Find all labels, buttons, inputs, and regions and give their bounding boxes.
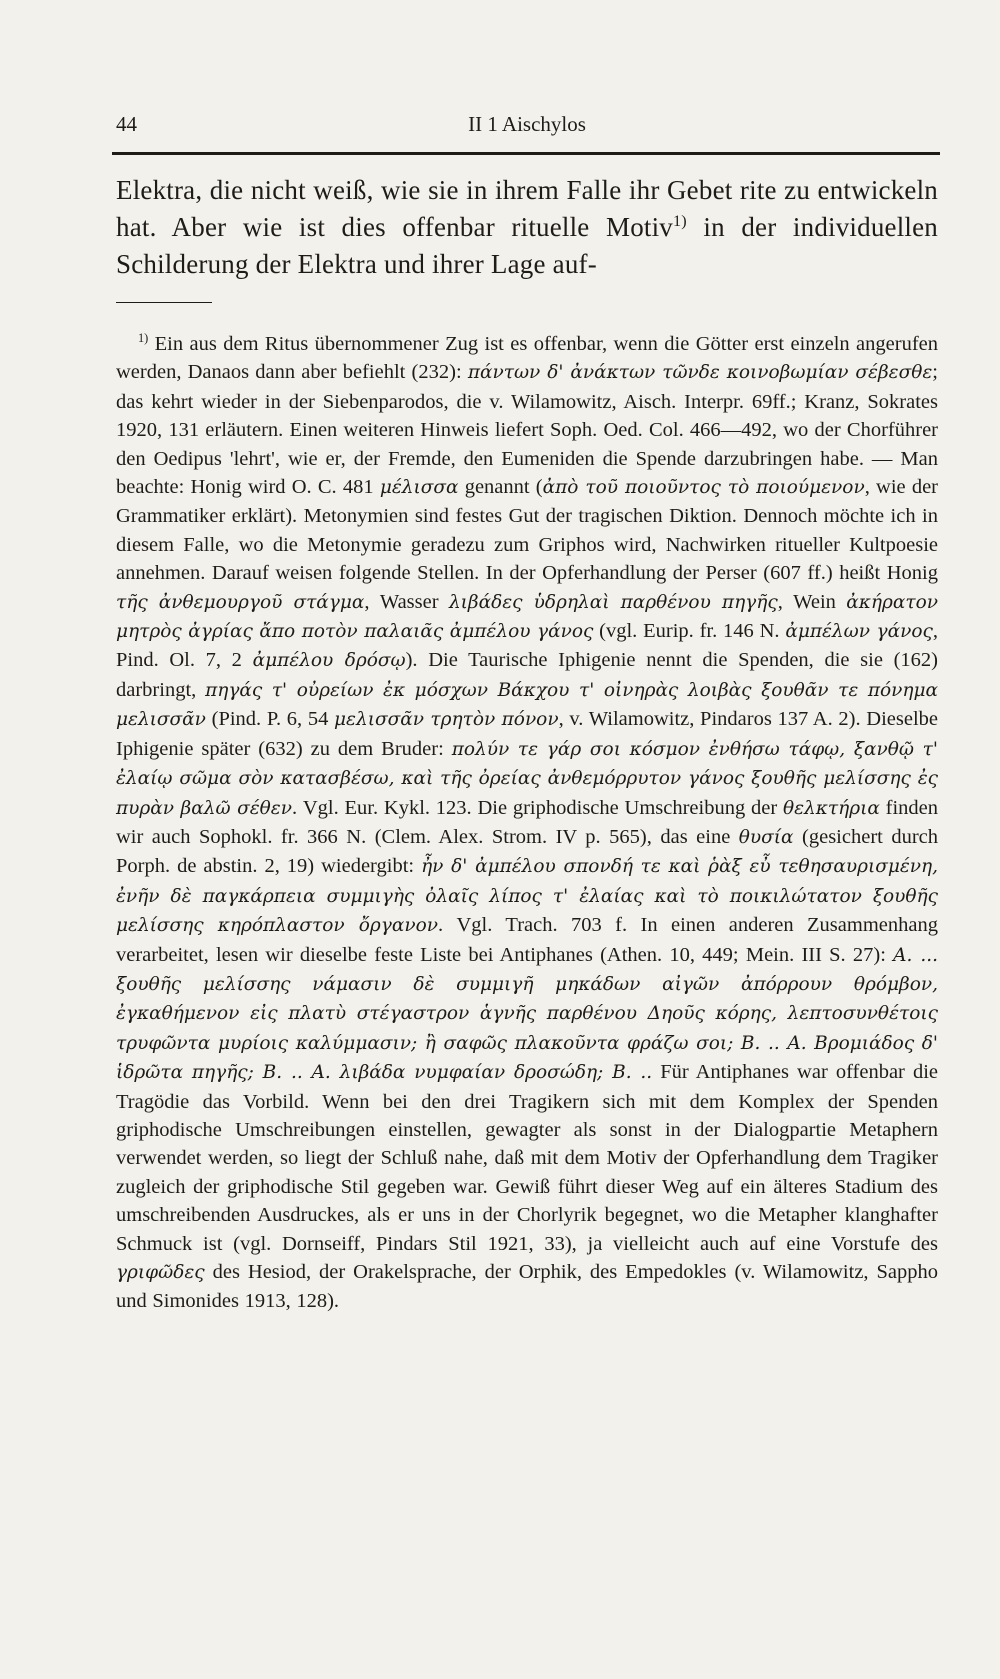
- body-paragraph: [116, 172, 938, 283]
- greek-quotation: ἀμπέλου δρόσῳ: [252, 650, 406, 672]
- footnote-text: finden wir auch Sophokl. fr. 366 N. (Clem. Alex. Strom. IV p. 565), das eine: [116, 796, 938, 848]
- footnote-text: (gesichert durch Porph. de abstin. 2, 19) wiedergibt:: [116, 825, 938, 878]
- greek-quotation: πηγάς τ' οὐρείων ἐκ μόσχων Βάκχου τ' οἰνηρὰς λοιβὰς ξουθᾶν τε πόνημα μελισσᾶν: [116, 679, 938, 731]
- body-paragraph-end: in der individuellen Schilderung der Elektra und ihrer Lage auf-: [116, 212, 938, 279]
- greek-quotation: γριφῶδες: [116, 1262, 205, 1283]
- greek-quotation: ἀπὸ τοῦ ποιοῦντος τὸ ποιούμενον: [542, 477, 865, 499]
- page-header: [116, 108, 938, 142]
- footnote-text: genannt (: [458, 476, 543, 499]
- greek-quotation: πολύν τε γάρ σοι κόσμον ἐνθήσω τάφῳ, ξανθῷ τ' ἐλαίῳ σῶμα σὸν κατασβέσω, καὶ τῆς ὀρείας ἀνθεμόρρυτον γάνος ξουθῆς μελίσσης ἐς πυρὰν βαλῶ σέθεν: [116, 738, 939, 819]
- greek-quotation: θελκτήρια: [782, 797, 880, 819]
- footnote-text: Für Antiphanes war offenbar die Tragödie das Vorbild. Wenn bei den drei Tragikern sich mit dem Komplex der Spenden griphodische Umschreibungen einstellen, gewagter als sonst in der Dialogpartie Metaphern verwendet werden, so liegt der Schluß nahe, daß mit dem Motiv der Opferhandlung dem Tragiker zugleich der griphodische Stil gegeben war. Gewiß führt dieser Weg auf ein älteres Stadium des umschreibenden Ausdruckes, als er uns in der Chorlyrik begegnet, wo die Metapher klanghafter Schmuck ist (vgl. Dornseiff, Pindars Stil 1921, 33), ja vielleicht auch auf eine Vorstufe des: [116, 1061, 938, 1255]
- footnote-text: . Vgl. Eur. Kykl. 123. Die griphodische Umschreibung der: [291, 796, 783, 819]
- greek-quotation: ἀμπέλων γάνος: [785, 621, 933, 643]
- greek-quotation: θυσία: [738, 826, 794, 848]
- running-head: II 1 Aischylos: [468, 112, 586, 136]
- footnote-text: ; das kehrt wieder in der Siebenparodos, die v. Wilamowitz, Aisch. Interpr. 69ff.; Kranz, Sokrates 1920, 131 erläutern. Einen weiteren Hinweis liefert Soph. Oed. Col. 466—492, wo der Chorführer den Oedipus 'lehrt', wie er, der Fremde, den Eumeniden die Spende darzubringen habe. — Man beachte: Honig wird O. C. 481: [116, 361, 938, 499]
- footnote: [116, 330, 938, 1316]
- greek-quotation: πάντων δ' ἀνάκτων τῶνδε κοινοβωμίαν σέβεσθε: [467, 362, 933, 384]
- footnote-reference: 1): [673, 212, 687, 230]
- greek-quotation: λιβάδες ὑδρηλαὶ παρθένου πηγῆς: [448, 591, 778, 613]
- footnote-rule: [116, 302, 212, 303]
- footnote-text: , v. Wilamowitz, Pindaros 137 A. 2). Dieselbe Iphigenie später (632) zu dem Bruder:: [116, 708, 938, 760]
- greek-quotation: τῆς ἀνθεμουργοῦ στάγμα: [116, 591, 365, 613]
- header-rule: [112, 152, 940, 155]
- greek-quotation: ἀκήρατον μητρὸς ἀγρίας ἄπο ποτὸν παλαιᾶς ἀμπέλου γάνος: [116, 591, 938, 643]
- page-number: 44: [116, 112, 137, 136]
- greek-quotation: ἦν δ' ἀμπέλου σπονδή τε καὶ ῥὰξ εὖ τεθησαυρισμένη, ἐνῆν δὲ παγκάρπεια συμμιγὴς ὀλαῖς λίπος τ' ἐλαίας καὶ τὸ ποικιλώτατον ξουθῆς μελίσσης κηρόπλαστον ὄργανον: [116, 856, 938, 937]
- body-paragraph-text: Elektra, die nicht weiß, wie sie in ihrem Falle ihr Gebet rite zu entwickeln hat. Aber wie ist dies offenbar rituelle Motiv: [116, 175, 938, 242]
- footnote-marker: 1): [138, 331, 149, 346]
- footnote-text: , Wasser: [364, 590, 449, 613]
- greek-quotation: μελισσᾶν τρητὸν πόνον: [334, 709, 559, 731]
- greek-quotation: μέλισσα: [379, 477, 459, 499]
- footnote-text: Ein aus dem Ritus übernommener Zug ist es offenbar, wenn die Götter erst einzeln angerufen werden, Danaos dann aber befiehlt (232):: [116, 333, 938, 384]
- footnote-text: . Vgl. Trach. 703 f. In einen anderen Zusammenhang verarbeitet, lesen wir dieselbe feste Liste bei Antiphanes (Athen. 10, 449; Mein. III S. 27):: [116, 914, 938, 966]
- footnote-text: des Hesiod, der Orakelsprache, der Orphik, des Empedokles (v. Wilamowitz, Sappho und Simonides 1913, 128).: [116, 1261, 938, 1313]
- footnote-text: , Pind. Ol. 7, 2: [116, 620, 938, 672]
- footnote-text: , wie der Grammatiker erklärt). Metonymien sind festes Gut der tragischen Diktion. Dennoch möchte ich in diesem Falle, wo die Metonymie geradezu zum Griphos wird, Nachwirken ritueller Kultpoesie annehmen. Darauf weisen folgende Stellen. In der Opferhandlung der Perser (607 ff.) heißt Honig: [116, 476, 938, 585]
- footnote-paragraph: [116, 330, 938, 1316]
- footnote-text: (Pind. P. 6, 54: [205, 708, 335, 731]
- footnote-text: ). Die Taurische Iphigenie nennt die Spenden, die sie (162) darbringt,: [116, 649, 938, 701]
- footnote-text: , Wein: [777, 590, 847, 613]
- footnote-text: (vgl. Eurip. fr. 146 N.: [593, 620, 786, 643]
- greek-quotation: Α. ... ξουθῆς μελίσσης νάμασιν δὲ συμμιγῆ μηκάδων αἰγῶν ἀπόρρουν θρόμβον, ἐγκαθήμενον εἰς πλατὺ στέγαστρον ἁγνῆς παρθένου Δηοῦς κόρης, λεπτοσυνθέτοις τρυφῶντα μυρίοις καλύμμασιν; ἢ σαφῶς πλακοῦντα φράζω σοι; Β. .. Α. Βρομιάδος δ' ἱδρῶτα πηγῆς; Β. .. Α. λιβάδα νυμφαίαν δροσώδη; Β. ..: [116, 944, 938, 1084]
- main-text: [116, 172, 938, 283]
